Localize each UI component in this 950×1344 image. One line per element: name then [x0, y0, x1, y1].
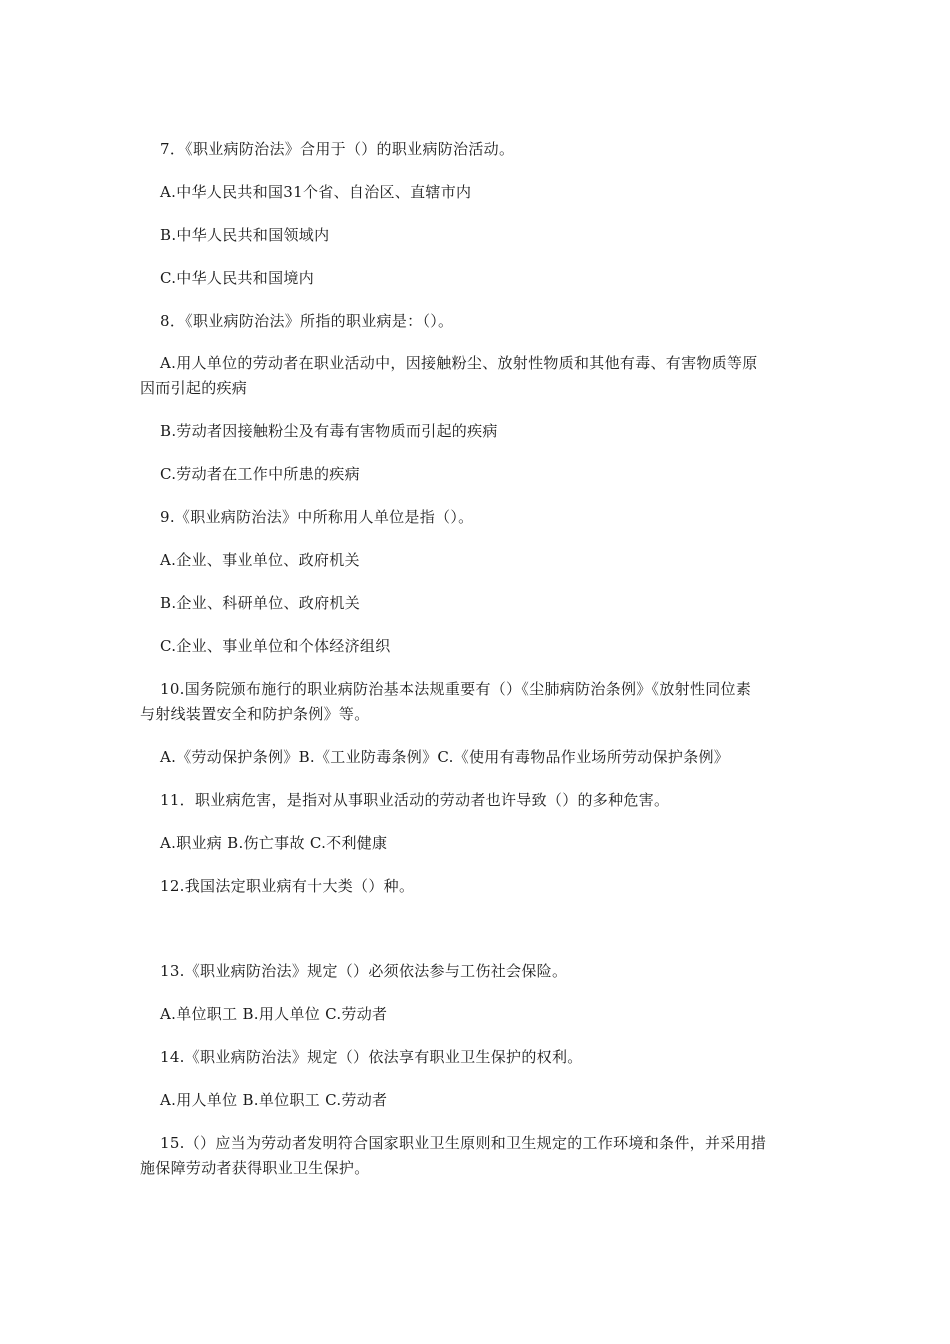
question-8-option-a-line-2: 因而引起的疾病	[140, 379, 248, 397]
question-11: 11．职业病危害，是指对从事职业活动的劳动者也许导致（）的多种危害。	[160, 791, 670, 809]
question-7: 7．《职业病防治法》合用于（）的职业病防治活动。	[160, 140, 515, 158]
question-14-options: A.用人单位 B.单位职工 C.劳动者	[160, 1091, 388, 1109]
question-9: 9.《职业病防治法》中所称用人单位是指（）。	[160, 508, 474, 526]
question-10-options: A.《劳动保护条例》B.《工业防毒条例》C.《使用有毒物品作业场所劳动保护条例》	[160, 748, 730, 766]
question-12: 12.我国法定职业病有十大类（）种。	[160, 877, 415, 895]
question-7-option-a: A.中华人民共和国31个省、自治区、直辖市内	[160, 183, 472, 201]
question-8: 8．《职业病防治法》所指的职业病是：（）。	[160, 312, 454, 330]
question-10-line-1: 10.国务院颁布施行的职业病防治基本法规重要有（）《尘肺病防治条例》《放射性同位素	[160, 680, 752, 698]
question-8-option-b: B.劳动者因接触粉尘及有毒有害物质而引起的疾病	[160, 422, 498, 440]
question-9-option-a: A.企业、事业单位、政府机关	[160, 551, 360, 569]
question-9-option-c: C.企业、事业单位和个体经济组织	[160, 637, 391, 655]
question-14: 14.《职业病防治法》规定（）依法享有职业卫生保护的权利。	[160, 1048, 583, 1066]
question-9-option-b: B.企业、科研单位、政府机关	[160, 594, 360, 612]
question-7-option-b: B.中华人民共和国领域内	[160, 226, 330, 244]
question-15-line-1: 15.（）应当为劳动者发明符合国家职业卫生原则和卫生规定的工作环境和条件，并采用措	[160, 1134, 767, 1152]
question-8-option-a-line-1: A.用人单位的劳动者在职业活动中，因接触粉尘、放射性物质和其他有毒、有害物质等原	[160, 354, 758, 372]
question-13-options: A.单位职工 B.用人单位 C.劳动者	[160, 1005, 388, 1023]
question-13: 13.《职业病防治法》规定（）必须依法参与工伤社会保险。	[160, 962, 568, 980]
question-15-line-2: 施保障劳动者获得职业卫生保护。	[140, 1159, 370, 1177]
question-7-option-c: C.中华人民共和国境内	[160, 269, 315, 287]
question-10-line-2: 与射线装置安全和防护条例》等。	[140, 705, 370, 723]
question-11-options: A.职业病 B.伤亡事故 C.不利健康	[160, 834, 388, 852]
question-8-option-c: C.劳动者在工作中所患的疾病	[160, 465, 360, 483]
